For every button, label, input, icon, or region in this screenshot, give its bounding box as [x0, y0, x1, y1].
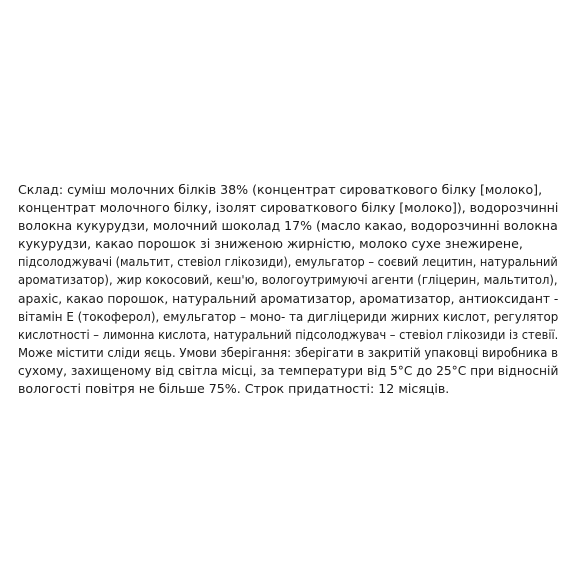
text-line: вологості повітря не більше 75%. Строк придатності: 12 місяців.: [18, 381, 450, 397]
text-line: кукурудзи, какао порошок зі зниженою жирністю, молоко сухе знежирене,: [18, 236, 523, 252]
text-line: Склад: суміш молочних білків 38% (концентрат сироваткового білку [молоко],: [18, 182, 543, 197]
ingredients-text: [18, 181, 558, 398]
text-line: арахіс, какао порошок, натуральний ароматизатор, ароматизатор, антиоксидант -: [18, 290, 559, 306]
text-line: кислотності – лимонна кислота, натуральний підсолоджувач – стевіол глікозиди із стевії.: [18, 326, 559, 342]
text-line: підсолоджувачі (мальтит, стевіол глікозиди), емульгатор – соєвий лецитин, натуральний: [18, 254, 558, 270]
text-line: ароматизатор), жир кокосовий, кеш'ю, вологоутримуючі агенти (гліцерин, мальтитол),: [18, 272, 558, 288]
text-line: вітамін Е (токоферол), емульгатор – моно- та дигліцериди жирних кислот, регулятор: [18, 308, 559, 324]
text-line: сухому, захищеному від світла місці, за температури від 5°С до 25°С при відносній: [18, 362, 559, 378]
text-line: концентрат молочного білку, ізолят сироваткового білку [молоко]), водорозчинні: [18, 200, 559, 216]
text-line: волокна кукурудзи, молочний шоколад 17% (масло какао, водорозчинні волокна: [18, 218, 558, 234]
text-line: Може містити сліди яєць. Умови зберігання: зберігати в закритій упаковці виробника в: [18, 344, 558, 360]
